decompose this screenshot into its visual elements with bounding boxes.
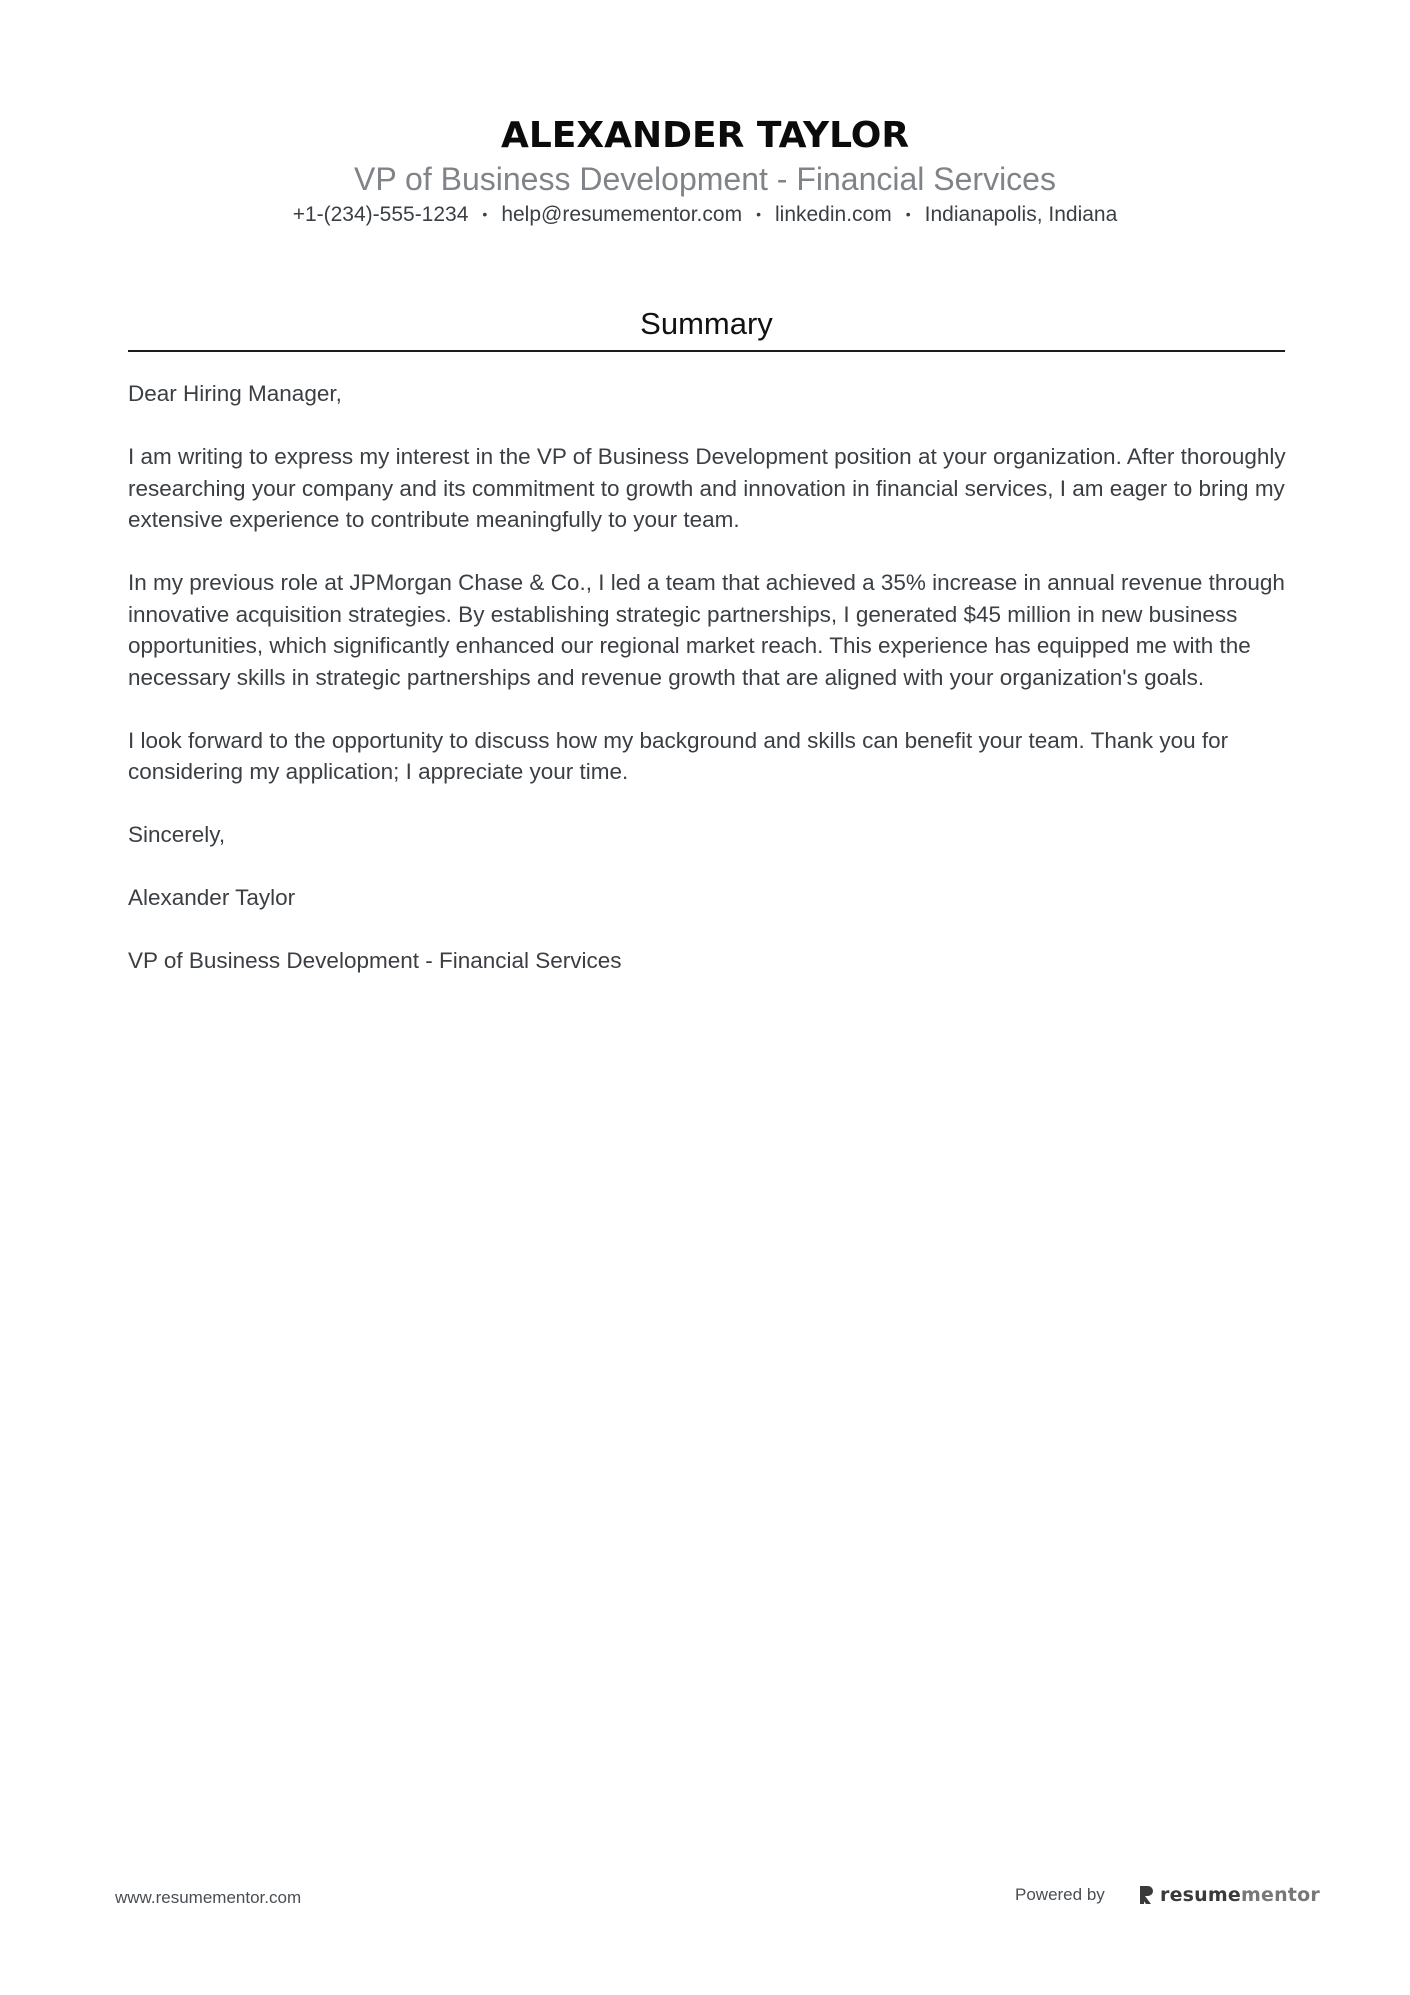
contact-linkedin: linkedin.com [774, 203, 892, 226]
letter-greeting: Dear Hiring Manager, [128, 381, 342, 406]
bullet-separator: • [905, 206, 911, 222]
letter-paragraph: In my previous role at JPMorgan Chase & Co., I led a team that achieved a 35% increase in annual revenue through innovative acquisition strategies. By establishing strategic partnerships, I generated $45 million in new business opportunities, which significantly enhanced our regional market reach. This experience has equipped me with the necessary skills in strategic partnerships and revenue growth that are aligned with your organization's goals. [128, 570, 1285, 690]
contact-email: help@resumementor.com [501, 203, 743, 226]
candidate-name: ALEXANDER TAYLOR [500, 115, 910, 156]
footer-website-link[interactable]: www.resumementor.com [115, 1888, 302, 1907]
letter-paragraph: I look forward to the opportunity to discuss how my background and skills can benefit your team. Thank you for considering my application; I appreciate your time. [128, 727, 1229, 784]
logo-wordmark [1160, 1884, 1320, 1906]
resumementor-logo-icon [1138, 1884, 1154, 1906]
resumementor-logo[interactable] [1138, 1880, 1320, 1910]
contact-phone: +1-(234)-555-1234 [292, 203, 469, 226]
section-divider [128, 350, 1285, 352]
bullet-separator: • [482, 206, 488, 222]
section-heading-summary: Summary [640, 306, 773, 341]
footer-powered-by: Powered by [1015, 1885, 1105, 1904]
contact-line [0, 200, 1410, 229]
header [0, 112, 1410, 229]
letter-closing: Sincerely, [128, 822, 226, 847]
signature-title: VP of Business Development - Financial Services [128, 948, 622, 973]
logo-wordmark-light: mentor [1240, 1884, 1320, 1906]
bullet-separator: • [756, 206, 761, 222]
letter-body [128, 378, 1288, 1008]
candidate-title: VP of Business Development - Financial Services [354, 161, 1056, 197]
letter-paragraph: I am writing to express my interest in the VP of Business Development position at your organization. After thoroughly researching your company and its commitment to growth and innovation in financial services, I am eager to bring my extensive experience to contribute meaningfully to your team. [128, 444, 1286, 532]
signature-name: Alexander Taylor [128, 885, 296, 910]
logo-wordmark-bold: resume [1160, 1884, 1241, 1906]
contact-location: Indianapolis, Indiana [924, 203, 1118, 226]
